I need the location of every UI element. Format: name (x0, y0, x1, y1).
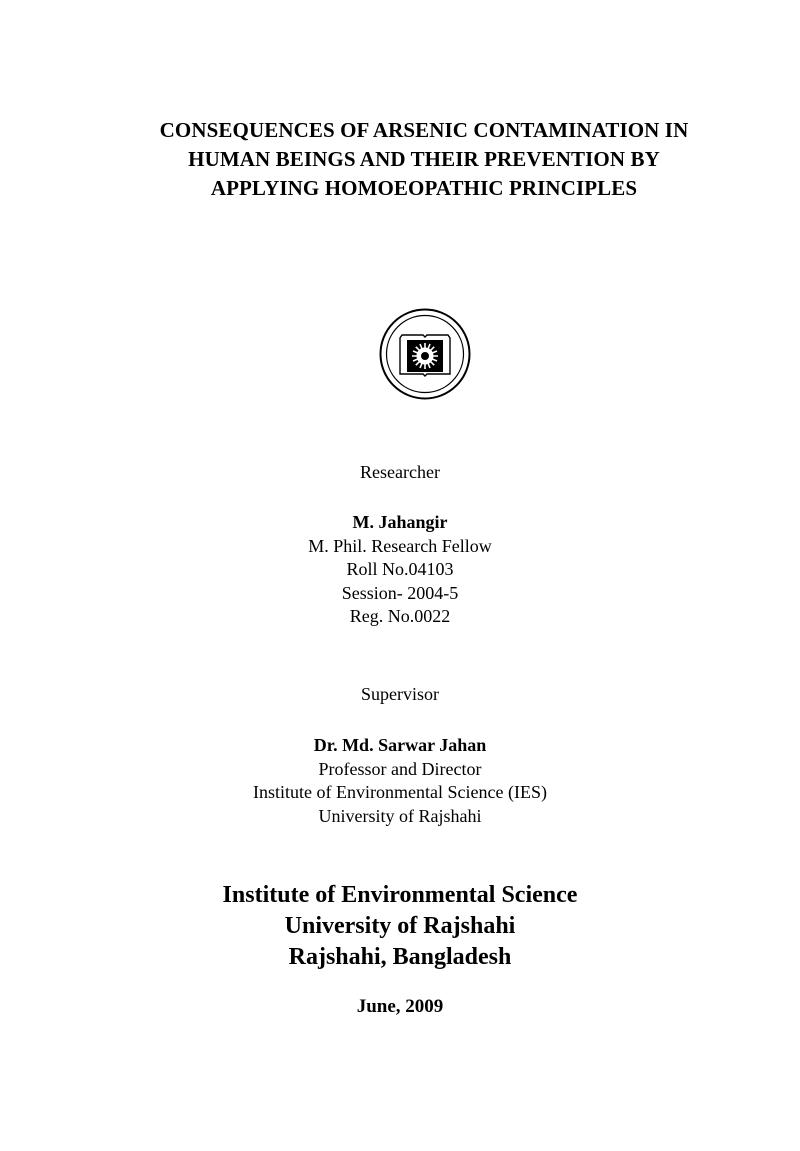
thesis-title-line-2: HUMAN BEINGS AND THEIR PREVENTION BY (188, 147, 660, 171)
researcher-name: M. Jahangir (352, 512, 448, 532)
supervisor-institute: Institute of Environmental Science (IES) (253, 782, 547, 802)
institution-line-1: Institute of Environmental Science (222, 882, 578, 908)
researcher-session: Session- 2004-5 (341, 582, 459, 603)
researcher-label: Researcher (360, 462, 440, 482)
researcher-roll: Roll No.04103 (346, 559, 454, 579)
researcher-details (0, 511, 800, 629)
supervisor-details (0, 734, 800, 828)
institution-block (0, 880, 800, 973)
supervisor-university: University of Rajshahi (318, 805, 482, 826)
thesis-title-line-1: CONSEQUENCES OF ARSENIC CONTAMINATION IN (159, 118, 689, 142)
submission-date: June, 2009 (356, 996, 444, 1017)
supervisor-label: Supervisor (361, 684, 439, 704)
institution-line-2: University of Rajshahi (284, 913, 516, 939)
researcher-position: M. Phil. Research Fellow (308, 535, 492, 556)
university-seal-icon (379, 308, 471, 400)
supervisor-position: Professor and Director (318, 758, 482, 779)
thesis-title-line-3: APPLYING HOMOEOPATHIC PRINCIPLES (210, 176, 638, 200)
institution-line-3: Rajshahi, Bangladesh (288, 944, 512, 970)
thesis-title (100, 116, 748, 203)
supervisor-name: Dr. Md. Sarwar Jahan (313, 735, 487, 755)
researcher-reg: Reg. No.0022 (349, 606, 451, 626)
